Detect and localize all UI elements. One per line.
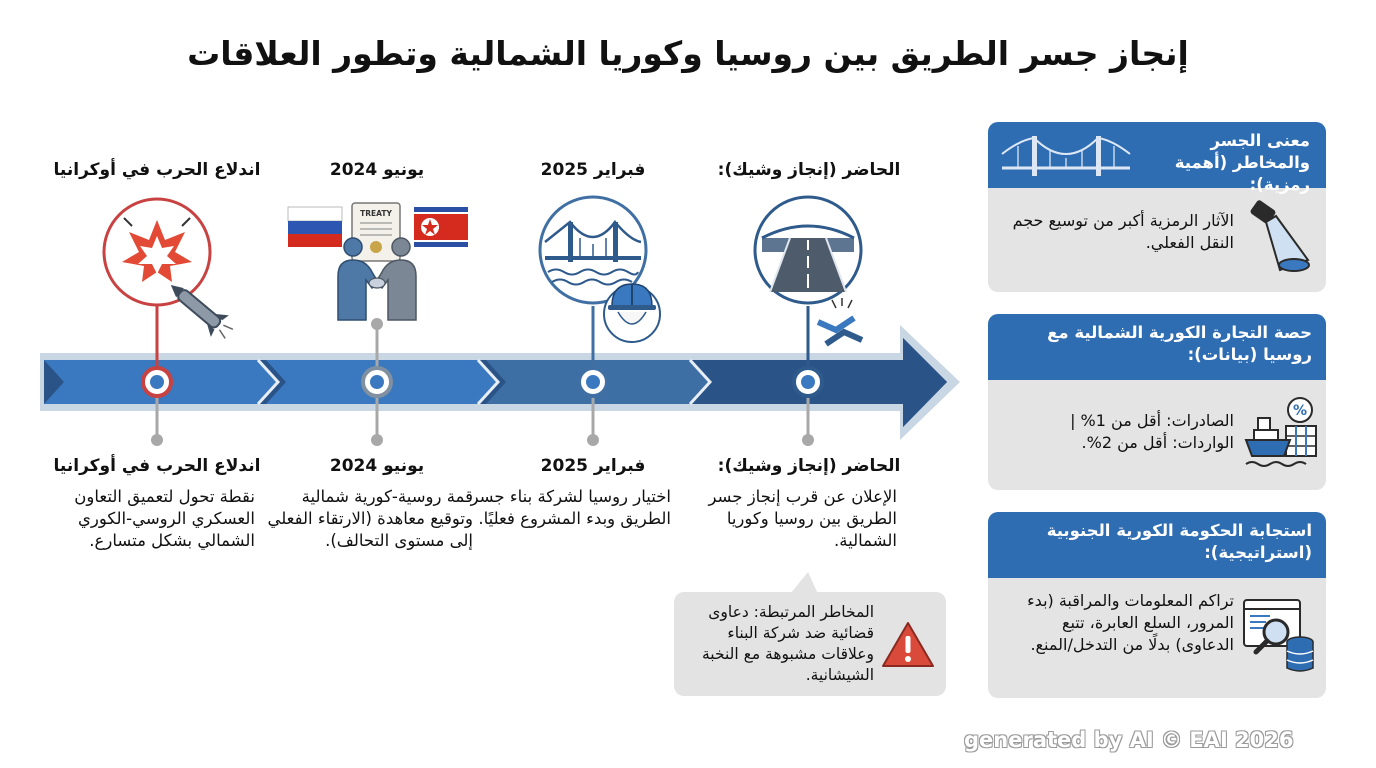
north-korea-flag-icon [414,207,468,247]
panel-bridge-meaning [988,122,1326,292]
timeline-head-present: الحاضر (إنجاز وشيك): [717,160,901,180]
watermark: generated by AI © EAI 2026 [964,728,1294,752]
panel-bridge-meaning-title: معنى الجسر والمخاطر (أهمية رمزية): [988,122,1326,188]
panel-trade-share [988,314,1326,490]
timeline-head-june-2024: يونيو 2024 [329,160,425,180]
timeline-desc-feb-2025: اختيار روسيا لشركة بناء جسر الطريق وبدء المشروع فعليًا. [470,487,671,528]
spotlight-icon [1240,198,1312,278]
monitoring-database-icon [1240,596,1318,676]
timeline-desc-war: نقطة تحول لتعميق التعاون العسكري الروسي-الكوري الشمالي بشكل متسارع. [74,487,255,550]
cargo-ship-percent-icon [1244,394,1320,472]
connecting-roads-icon [818,298,862,344]
panel-south-korea-response [988,512,1326,698]
timeline-desc-title-war: اندلاع الحرب في أوكرانيا [53,456,261,476]
risk-text: المخاطر المرتبطة: دعاوى قضائية ضد شركة البناء وعلاقات مشبوهة مع النخبة الشيشانية. [701,603,874,684]
timeline-desc-present: الإعلان عن قرب إنجاز جسر الطريق بين روسيا وكوريا الشمالية. [708,487,897,550]
timeline-head-war: اندلاع الحرب في أوكرانيا [53,160,261,180]
hard-hat-icon [604,284,660,342]
timeline-desc-june-2024: قمة روسية-كورية شمالية وتوقيع معاهدة (الارتقاء الفعلي إلى مستوى التحالف). [267,487,473,550]
timeline-desc-title-june-2024: يونيو 2024 [329,456,425,476]
panel-bridge-meaning-body: الآثار الرمزية أكبر من توسيع حجم النقل الفعلي. [1012,211,1234,252]
panel-trade-share-title: حصة التجارة الكورية الشمالية مع روسيا (بيانات): [988,314,1326,380]
timeline-desc-title-present: الحاضر (إنجاز وشيك): [717,456,901,476]
bridge-icon [1000,130,1132,180]
risk-bubble-pointer [786,572,822,594]
panel-trade-share-body: الصادرات: أقل من 1% | الواردات: أقل من 2%. [1070,411,1234,452]
russia-flag-icon [288,207,342,247]
warning-icon [880,620,936,670]
timeline-head-feb-2025: فبراير 2025 [540,160,646,180]
timeline-desc-title-feb-2025: فبراير 2025 [540,456,646,476]
panel-south-korea-response-title: استجابة الحكومة الكورية الجنوبية (استراتيجية): [988,512,1326,578]
svg-text:%: % [1292,403,1308,419]
page-title: إنجاز جسر الطريق بين روسيا وكوريا الشمالية وتطور العلاقات [187,34,1189,73]
panel-south-korea-response-body: تراكم المعلومات والمراقبة (بدء المرور، السلع العابرة، تتبع الدعاوى) بدلًا من التدخل/المنع. [1027,591,1234,654]
treaty-label: TREATY [360,209,392,218]
risk-callout [674,592,946,696]
